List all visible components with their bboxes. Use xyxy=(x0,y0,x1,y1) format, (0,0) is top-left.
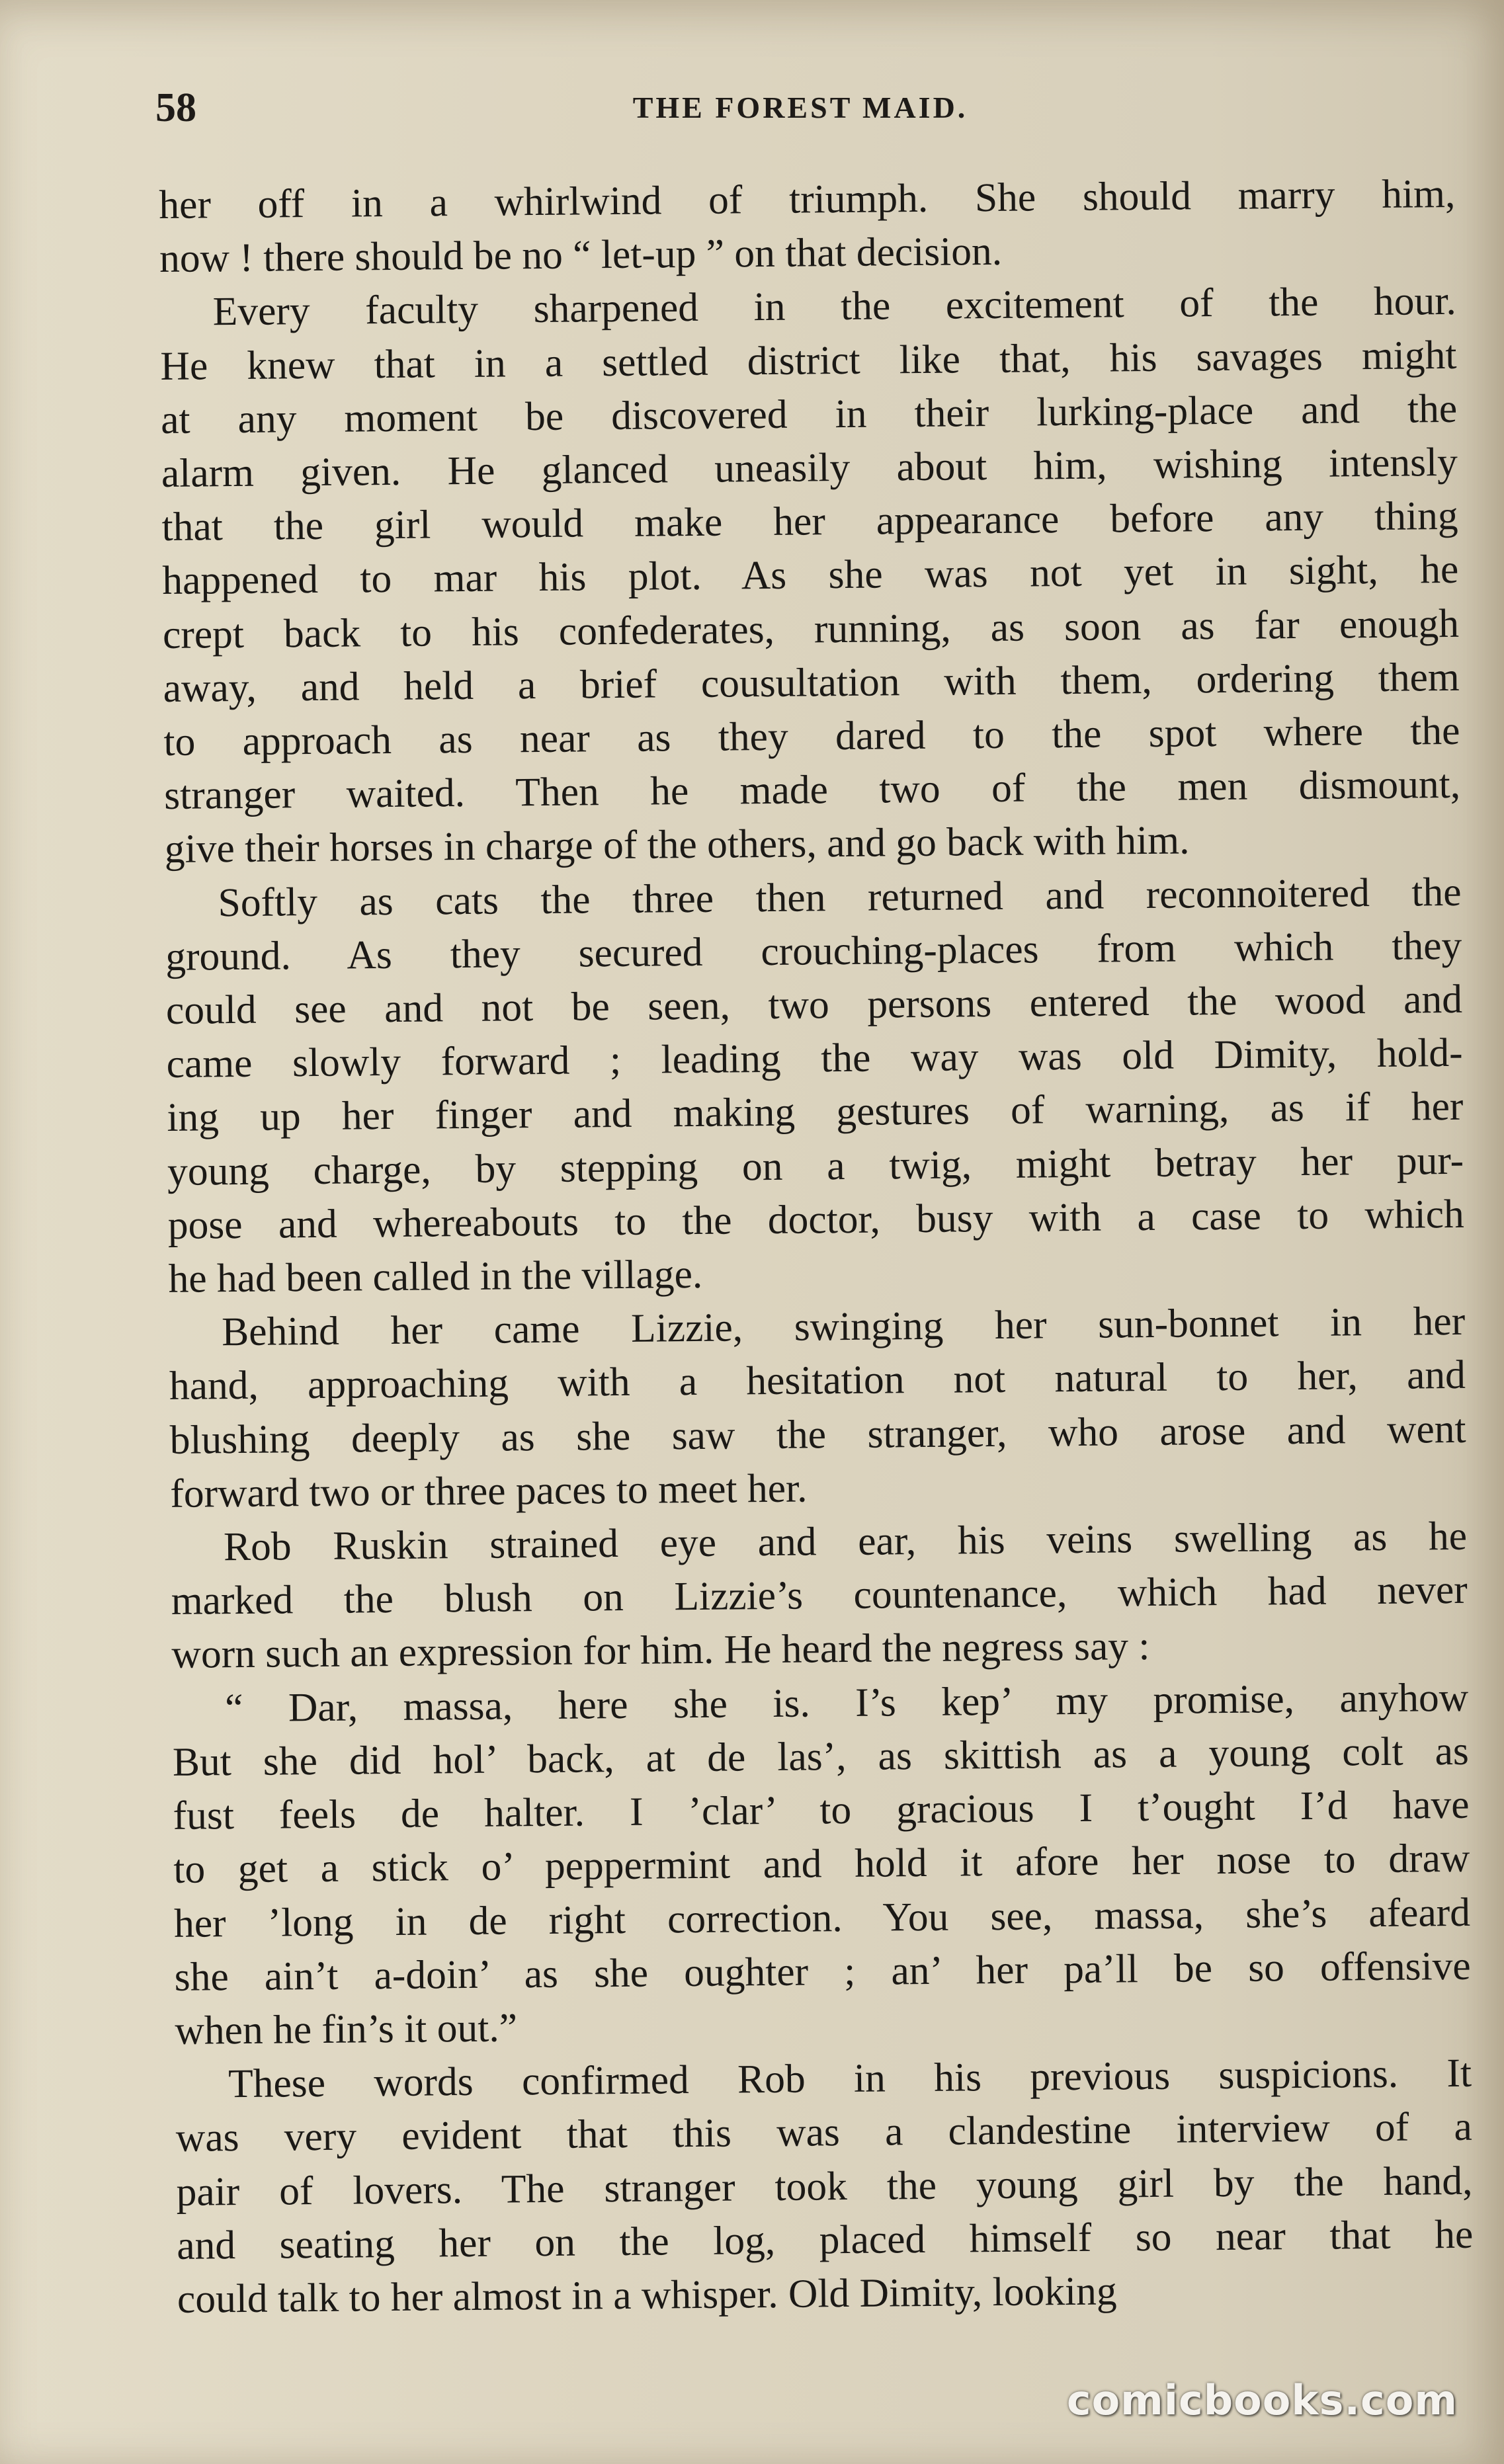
text-line: He knew that in a settled district like that, his savages might xyxy=(160,332,1457,389)
text-line: Behind her came Lizzie, swinging her sun-bonnet in her xyxy=(221,1299,1466,1355)
text-line: blushing deeply as she saw the stranger, who arose and went xyxy=(169,1406,1466,1463)
text-line: to approach as near as they dared to the spot where the xyxy=(163,708,1460,764)
text-line: could see and not be seen, two persons entered the wood and xyxy=(165,976,1463,1033)
text-line: that the girl would make her appearance before any thing xyxy=(161,493,1458,550)
text-line: at any moment be discovered in their lurking-place and the xyxy=(160,386,1458,442)
watermark: comicbooks.com xyxy=(1066,2376,1458,2424)
paragraph xyxy=(172,1670,1472,2058)
text-line: alarm given. He glanced uneasily about him, wishing intensly xyxy=(161,439,1458,496)
text-line: Every faculty sharpened in the excitement of the hour. xyxy=(212,278,1456,335)
running-title: THE FOREST MAID. xyxy=(632,91,968,124)
page-header xyxy=(155,85,1445,138)
text-line: Softly as cats the three then returned and reconnoitered the xyxy=(218,869,1462,925)
text-line: Rob Ruskin strained eye and ear, his veins swelling as he xyxy=(223,1513,1468,1570)
text-line: forward two or three paces to meet her. xyxy=(170,1465,808,1516)
text-line: But she did hol’ back, at de las’, as skittish as a young colt as xyxy=(172,1728,1470,1785)
text-line: was very evident that this was a clandestine interview of a xyxy=(175,2104,1473,2161)
paragraph xyxy=(171,1510,1468,1682)
text-line: hand, approaching with a hesitation not natural to her, and xyxy=(169,1352,1466,1409)
page-number: 58 xyxy=(155,85,196,130)
text-line: pair of lovers. The stranger took the young girl by the hand, xyxy=(176,2158,1473,2215)
text-line: fust feels de halter. I ’clar’ to gracious I t’ought I’d have xyxy=(173,1782,1470,1838)
text-line: stranger waited. Then he made two of the men dismount, xyxy=(163,762,1461,819)
text-line: young charge, by stepping on a twig, might betray her pur- xyxy=(167,1137,1464,1194)
text-line: now ! there should be no “ let-up ” on that decision. xyxy=(159,229,1003,282)
text-line: her ’long in de right correction. You see, massa, she’s afeard xyxy=(173,1889,1471,1946)
text-line: These words confirmed Rob in his previous suspicions. It xyxy=(228,2050,1472,2107)
text-line: ground. As they secured crouching-places from which they xyxy=(165,923,1462,979)
paragraph xyxy=(165,865,1465,1306)
paragraph xyxy=(175,2047,1474,2326)
paragraph xyxy=(159,274,1461,876)
text-line: “ Dar, massa, here she is. I’s kep’ my promise, anyhow xyxy=(224,1674,1469,1731)
text-line: give their horses in charge of the others, and go back with him. xyxy=(164,817,1190,872)
text-line: ing up her finger and making gestures of warning, as if her xyxy=(167,1084,1464,1141)
text-line: happened to mar his plot. As she was not yet in sight, he xyxy=(162,547,1459,604)
text-line: to get a stick o’ peppermint and hold it afore her nose to draw xyxy=(173,1836,1470,1893)
text-line: came slowly forward ; leading the way was old Dimity, hold- xyxy=(166,1030,1463,1087)
text-line: pose and whereabouts to the doctor, busy with a case to which xyxy=(167,1191,1465,1248)
text-line: crept back to his confederates, running, as soon as far enough xyxy=(162,600,1460,657)
text-line: could talk to her almost in a whisper. Old Dimity, looking xyxy=(177,2268,1117,2322)
text-line: marked the blush on Lizzie’s countenance, which had never xyxy=(171,1567,1468,1624)
text-line: when he fin’s it out.” xyxy=(175,2005,518,2053)
text-line: worn such an expression for him. He heard the negress say : xyxy=(171,1623,1150,1678)
body-text xyxy=(159,167,1474,2326)
paragraph xyxy=(159,167,1456,286)
text-line: away, and held a brief cousultation with them, ordering them xyxy=(163,654,1460,711)
text-line: she ain’t a-doin’ as she oughter ; an’ her pa’ll be so offensive xyxy=(174,1943,1471,2000)
text-line: and seating her on the log, placed himself so near that he xyxy=(176,2211,1474,2268)
text-line: her off in a whirlwind of triumph. She should marry him, xyxy=(159,171,1456,227)
text-line: he had been called in the village. xyxy=(168,1251,703,1301)
paragraph xyxy=(169,1295,1467,1521)
